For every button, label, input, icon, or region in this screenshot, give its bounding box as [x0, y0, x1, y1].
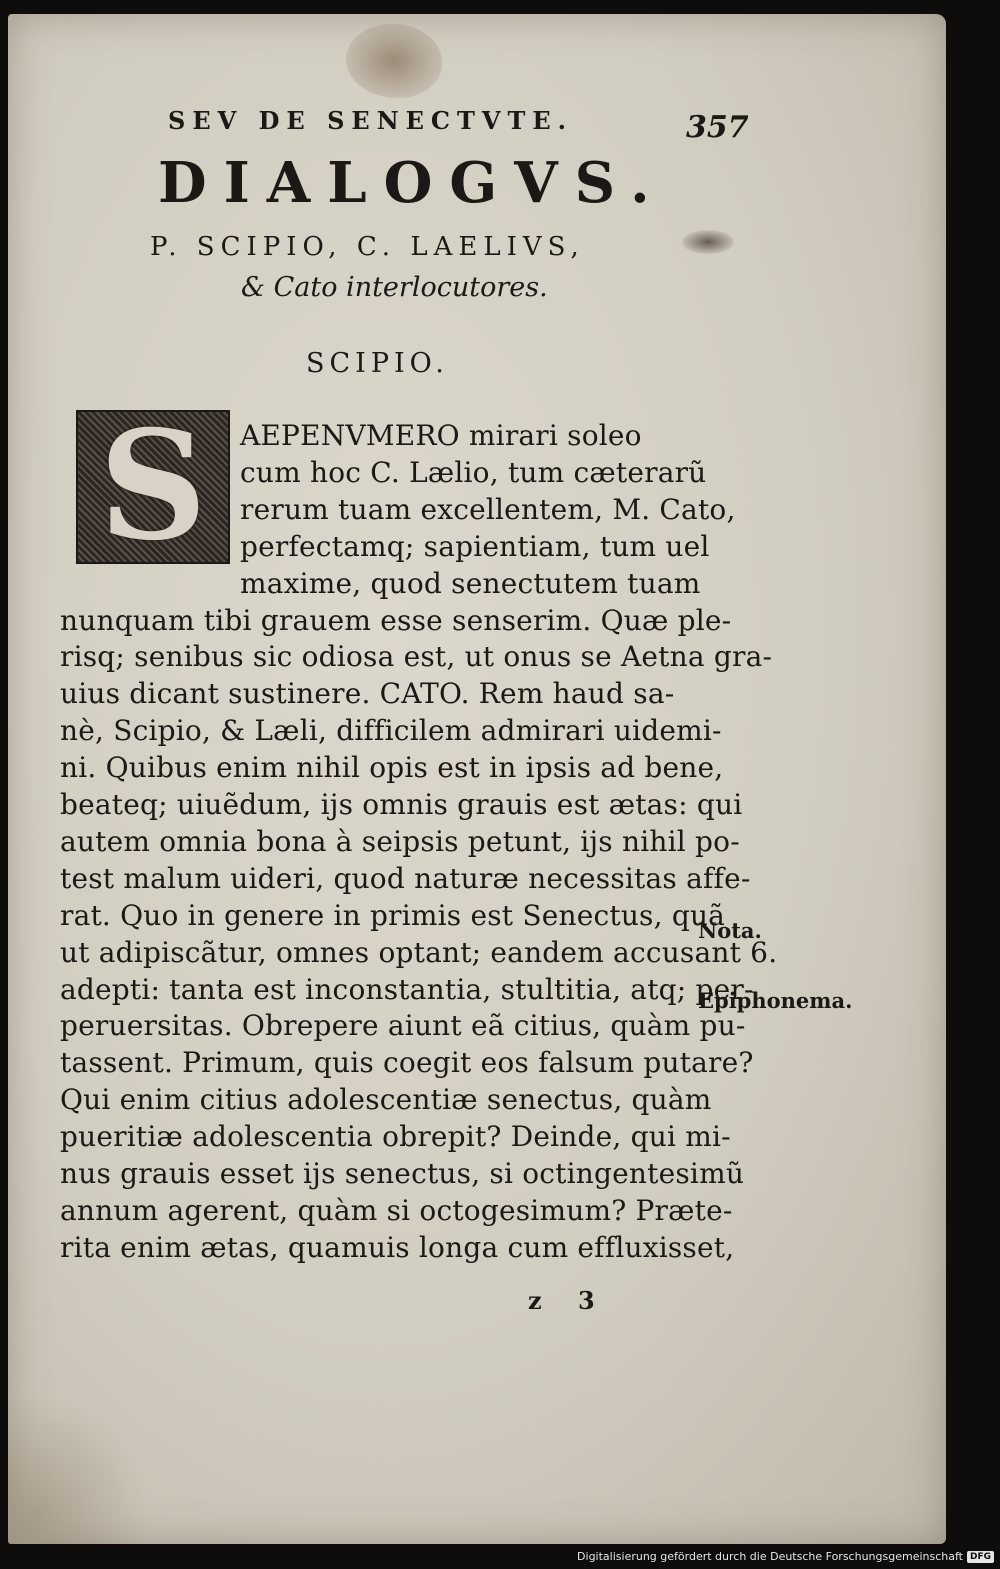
page-stain: [346, 24, 442, 98]
body-line: uius dicant sustinere. CATO. Rem haud sa-: [60, 677, 675, 711]
running-head: SEV DE SENECTVTE.: [168, 106, 574, 135]
body-line: test malum uideri, quod naturæ necessitas affe-: [60, 861, 751, 895]
body-line: perfectamq; sapientiam, tum uel: [240, 529, 710, 563]
body-line: AEPENVMERO mirari soleo: [240, 419, 642, 452]
credit-text: Digitalisierung gefördert durch die Deutsche Forschungsgemeinschaft: [577, 1550, 963, 1563]
page-title: DIALOGVS.: [158, 150, 667, 216]
body-line: nus grauis esset ijs senectus, si octingentesimũ: [60, 1157, 745, 1190]
margin-note-epiphonema: Epiphonema.: [698, 988, 853, 1013]
body-line: autem omnia bona à seipsis petunt, ijs nihil po-: [60, 824, 740, 858]
initial-letter: S: [98, 398, 208, 574]
dfg-logo-icon: DFG: [967, 1551, 994, 1563]
body-line: ut adipiscãtur, omnes optant; eandem accusant 6.: [60, 935, 778, 969]
body-line: ni. Quibus enim nihil opis est in ipsis ad bene,: [60, 751, 724, 785]
body-line: adepti: tanta est inconstantia, stultitia, atq; per-: [60, 972, 754, 1006]
body-line: nunquam tibi grauem esse senserim. Quæ ple-: [60, 603, 732, 637]
margin-note-nota: Nota.: [698, 918, 762, 943]
digitization-credit: [577, 1550, 994, 1563]
body-line: peruersitas. Obrepere aiunt eã citius, quàm pu-: [60, 1009, 746, 1043]
page-number: 357: [686, 110, 749, 145]
body-line: annum agerent, quàm si octogesimum? Præte-: [60, 1193, 733, 1227]
speakers-line: P. SCIPIO, C. LAELIVS,: [150, 232, 585, 262]
body-line: Qui enim citius adolescentiæ senectus, quàm: [60, 1083, 712, 1117]
ink-blot: [682, 230, 734, 254]
body-line: nè, Scipio, & Læli, difficilem admirari uidemi-: [60, 714, 722, 748]
body-line: maxime, quod senectutem tuam: [240, 566, 701, 600]
body-line: rat. Quo in genere in primis est Senectus, quã: [60, 898, 726, 932]
page-foxing: [8, 1394, 148, 1544]
decorated-initial: [76, 398, 230, 574]
body-line: beateq; uiuẽdum, ijs omnis grauis est ætas: qui: [60, 788, 743, 821]
speaker-heading: SCIPIO.: [306, 348, 449, 379]
body-line: tassent. Primum, quis coegit eos falsum putare?: [60, 1046, 754, 1080]
body-line: rita enim ætas, quamuis longa cum effluxisset,: [60, 1230, 735, 1264]
body-line: pueritiæ adolescentia obrepit? Deinde, qui mi-: [60, 1120, 731, 1154]
book-page: [8, 14, 946, 1544]
speakers-subline: & Cato interlocutores.: [241, 272, 548, 303]
body-line: cum hoc C. Lælio, tum cæterarũ: [240, 455, 707, 489]
signature-mark: z 3: [528, 1286, 609, 1315]
body-line: rerum tuam excellentem, M. Cato,: [240, 492, 736, 526]
body-line: risq; senibus sic odiosa est, ut onus se Aetna gra-: [60, 640, 773, 674]
